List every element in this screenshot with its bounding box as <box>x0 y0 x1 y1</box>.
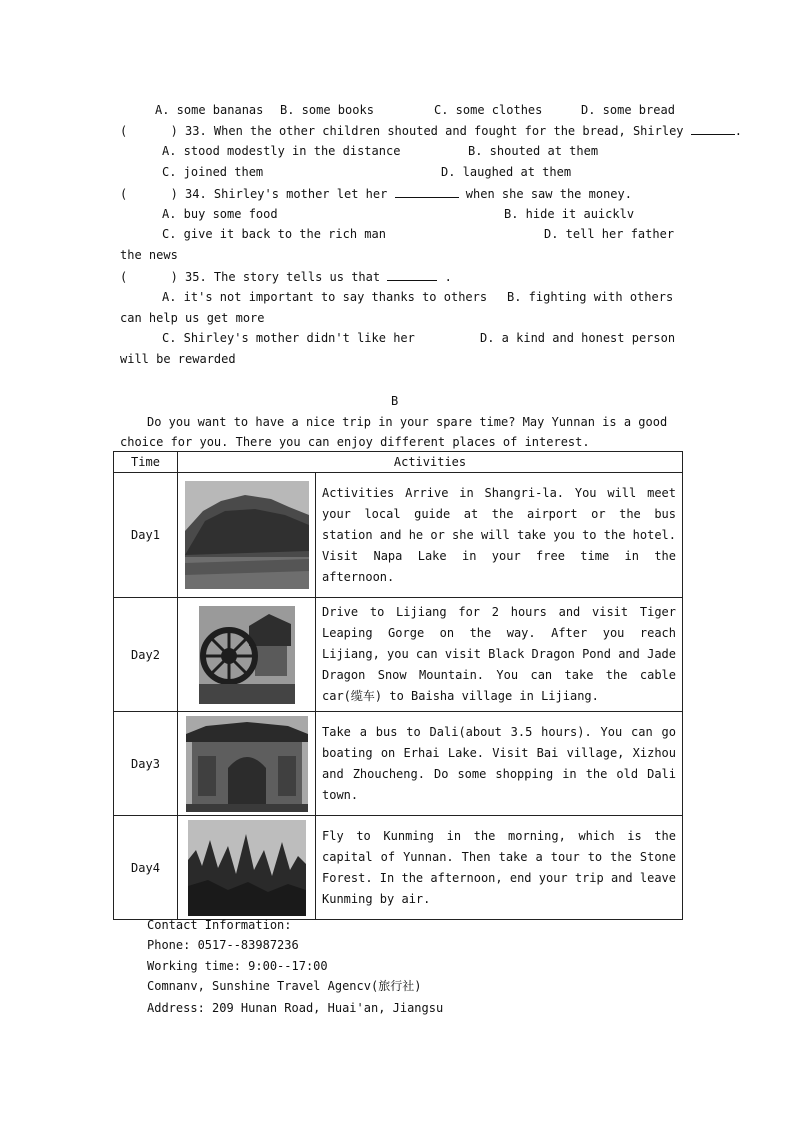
question-stem: 35. The story tells us that <box>185 270 381 284</box>
day-label: Day3 <box>114 712 178 816</box>
col-time-header: Time <box>114 452 178 473</box>
q32-option-d: D. some bread <box>581 103 675 117</box>
answer-blank <box>387 268 437 281</box>
lake-mountain-photo-icon <box>185 481 309 589</box>
activity-text: Fly to Kunming in the morning, which is the capital of Yunnan. Then take a tour to the Stone Forest. In the afternoon, end your trip and leave Kunming by air. <box>316 816 683 920</box>
day-label: Day1 <box>114 473 178 598</box>
answer-blank <box>395 185 459 198</box>
q34-option-b: B. hide it auicklv <box>504 207 635 221</box>
photo-cell <box>178 816 316 920</box>
answer-blank <box>691 122 735 135</box>
old-gate-photo-icon <box>186 716 308 812</box>
answer-paren: ( ) <box>120 124 178 138</box>
question-stem: 33. When the other children shouted and fought for the bread, Shirley <box>185 124 684 138</box>
intro-line-1: Do you want to have a nice trip in your spare time? May Yunnan is a good <box>147 415 668 429</box>
table-row <box>114 712 683 816</box>
contact-phone: Phone: 0517--83987236 <box>147 938 299 952</box>
table-row <box>114 473 683 598</box>
col-activities-header: Activities <box>178 452 683 473</box>
q33-option-a: A. stood modestly in the distance <box>162 144 401 158</box>
q34-option-c: C. give it back to the rich man <box>162 227 386 241</box>
q35-option-d-continued: will be rewarded <box>120 352 236 366</box>
activity-text: Drive to Lijiang for 2 hours and visit Tiger Leaping Gorge on the way. After you reach Lijiang, you can visit Black Dragon Pond and Jade Dragon Snow Mountain. You can take the cable car(缆车) to Baisha village in Lijiang. <box>316 598 683 712</box>
day-label: Day4 <box>114 816 178 920</box>
activity-text: Activities Arrive in Shangri-la. You will meet your local guide at the airport or the bus station and he or she will take you to the hotel. Visit Napa Lake in your free time in the afternoon. <box>316 473 683 598</box>
contact-address: Address: 209 Hunan Road, Huai'an, Jiangsu <box>147 1001 444 1015</box>
q35-question <box>120 268 452 285</box>
table-row <box>114 816 683 920</box>
question-stem-end: . <box>444 270 452 284</box>
day-label: Day2 <box>114 598 178 712</box>
q32-option-a: A. some bananas <box>155 103 264 117</box>
question-stem-end: when she saw the money. <box>465 187 632 201</box>
q35-option-d: D. a kind and honest person <box>480 331 676 345</box>
table-header-row <box>114 452 683 473</box>
contact-title: Contact Information: <box>147 918 292 932</box>
photo-cell <box>178 473 316 598</box>
q35-option-a: A. it's not important to say thanks to others <box>162 290 488 304</box>
answer-paren: ( ) <box>120 187 178 201</box>
q32-option-c: C. some clothes <box>434 103 543 117</box>
q33-option-c: C. joined them <box>162 165 264 179</box>
stone-forest-photo-icon <box>188 820 306 916</box>
answer-paren: ( ) <box>120 270 178 284</box>
table-row <box>114 598 683 712</box>
contact-hours: Working time: 9:00--17:00 <box>147 959 328 973</box>
photo-cell <box>178 598 316 712</box>
section-heading: B <box>391 394 399 408</box>
photo-cell <box>178 712 316 816</box>
q35-option-c: C. Shirley's mother didn't like her <box>162 331 415 345</box>
q33-question <box>120 122 742 139</box>
stem-end: . <box>734 124 742 138</box>
q35-option-b-continued: can help us get more <box>120 311 265 325</box>
q33-option-d: D. laughed at them <box>441 165 572 179</box>
q34-option-d: D. tell her father <box>544 227 675 241</box>
contact-company: Comnanv, Sunshine Travel Agencv(旅行社) <box>147 979 422 993</box>
question-stem: 34. Shirley's mother let her <box>185 187 388 201</box>
waterwheel-photo-icon <box>199 606 295 704</box>
q32-option-b: B. some books <box>280 103 374 117</box>
q33-option-b: B. shouted at them <box>468 144 599 158</box>
intro-line-2: choice for you. There you can enjoy different places of interest. <box>120 435 590 449</box>
q34-question <box>120 185 632 202</box>
activity-text: Take a bus to Dali(about 3.5 hours). You can go boating on Erhai Lake. Visit Bai village, Xizhou and Zhoucheng. Do some shopping in the old Dali town. <box>316 712 683 816</box>
itinerary-table <box>113 451 683 920</box>
q34-option-a: A. buy some food <box>162 207 278 221</box>
q34-option-d-continued: the news <box>120 248 178 262</box>
q35-option-b: B. fighting with others <box>507 290 674 304</box>
